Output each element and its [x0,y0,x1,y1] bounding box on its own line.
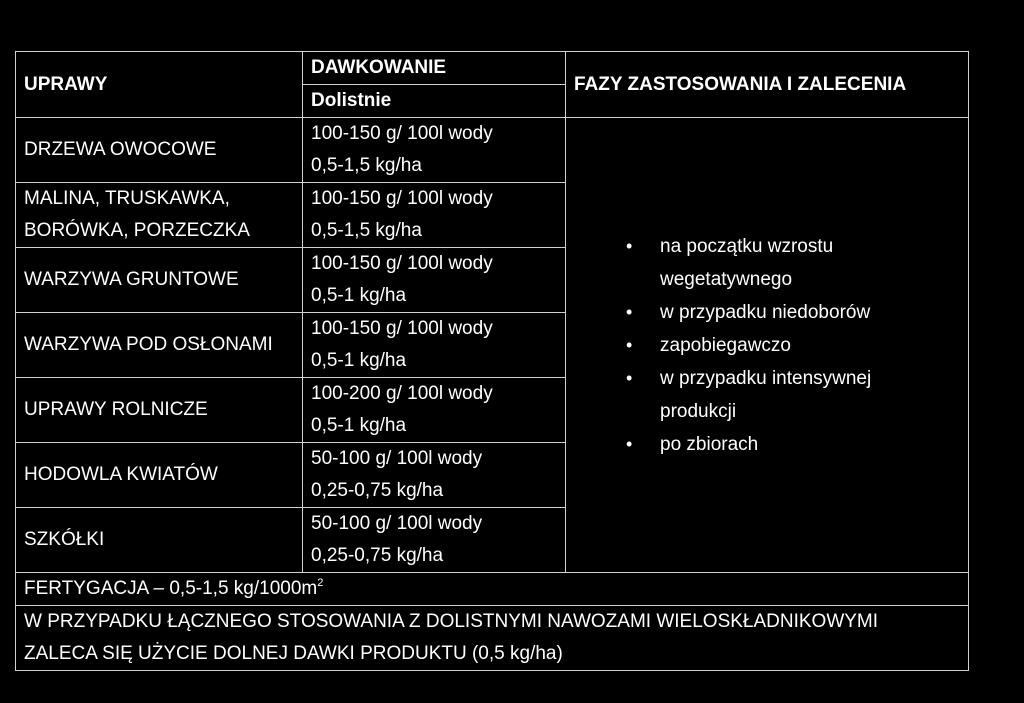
recommendation-item: • na początku wzrostu wegetatywnego [626,230,900,296]
dosage-table [15,51,969,671]
dose-per-water: 50-100 g/ 100l wody [311,513,483,534]
crop-label: DRZEWA OWOCOWE [24,139,217,160]
fertigation-row [16,573,969,606]
crop-label: WARZYWA GRUNTOWE [24,269,239,290]
crop-label: HODOWLA KWIATÓW [24,464,218,485]
bullet-icon: • [626,301,633,322]
bullet-icon: • [626,235,633,256]
bullet-icon: • [626,367,633,388]
crop-cell [16,118,303,183]
crop-label: UPRAWY ROLNICZE [24,399,208,420]
fertigation-exponent: 2 [317,577,324,589]
crop-cell [16,378,303,443]
crop-cell [16,508,303,573]
dose-cell [303,248,566,313]
bullet-icon: • [626,433,633,454]
recommendations-list [574,230,960,461]
fertigation-text: FERTYGACJA – 0,5-1,5 kg/1000m [24,578,318,599]
dose-per-hectare: 0,25-0,75 kg/ha [311,545,444,566]
dose-cell [303,378,566,443]
crop-label: SZKÓŁKI [24,529,105,550]
recommendation-item: • po zbiorach [626,428,900,461]
combined-use-note [16,606,969,671]
recommendation-item: • w przypadku intensywnej produkcji [626,362,900,428]
bullet-icon: • [626,334,633,355]
recommendation-item: • w przypadku niedoborów [626,296,900,329]
crop-cell [16,443,303,508]
note-line: ZALECA SIĘ UŻYCIE DOLNEJ DAWKI PRODUKTU (0,5 kg/ha) [24,643,563,664]
dose-per-water: 50-100 g/ 100l wody [311,448,483,469]
dose-cell [303,313,566,378]
recommendation-item: • zapobiegawczo [626,329,900,362]
dose-per-water: 100-150 g/ 100l wody [311,318,493,339]
dose-per-hectare: 0,5-1 kg/ha [311,285,407,306]
crop-label: MALINA, TRUSKAWKA, [24,188,230,209]
header-dosage: DAWKOWANIE [303,52,566,85]
dose-cell [303,118,566,183]
crop-cell [16,183,303,248]
dose-per-hectare: 0,5-1 kg/ha [311,350,407,371]
dose-per-water: 100-150 g/ 100l wody [311,253,493,274]
dose-per-water: 100-150 g/ 100l wody [311,123,493,144]
dose-per-hectare: 0,5-1,5 kg/ha [311,220,422,241]
header-foliar: Dolistnie [303,85,566,118]
dose-cell [303,183,566,248]
crop-label: BORÓWKA, PORZECZKA [24,220,250,241]
dose-per-water: 100-200 g/ 100l wody [311,383,493,404]
header-crops: UPRAWY [16,52,303,118]
recommendations-cell [566,118,969,573]
dose-per-hectare: 0,5-1,5 kg/ha [311,155,422,176]
note-line: W PRZYPADKU ŁĄCZNEGO STOSOWANIA Z DOLISTNYMI NAWOZAMI WIELOSKŁADNIKOWYMI [24,611,879,632]
dose-per-hectare: 0,25-0,75 kg/ha [311,480,444,501]
header-phases: FAZY ZASTOSOWANIA I ZALECENIA [566,52,969,118]
crop-cell [16,313,303,378]
crop-cell [16,248,303,313]
dose-per-hectare: 0,5-1 kg/ha [311,415,407,436]
dose-cell [303,508,566,573]
dose-per-water: 100-150 g/ 100l wody [311,188,493,209]
crop-label: WARZYWA POD OSŁONAMI [24,334,273,355]
dose-cell [303,443,566,508]
